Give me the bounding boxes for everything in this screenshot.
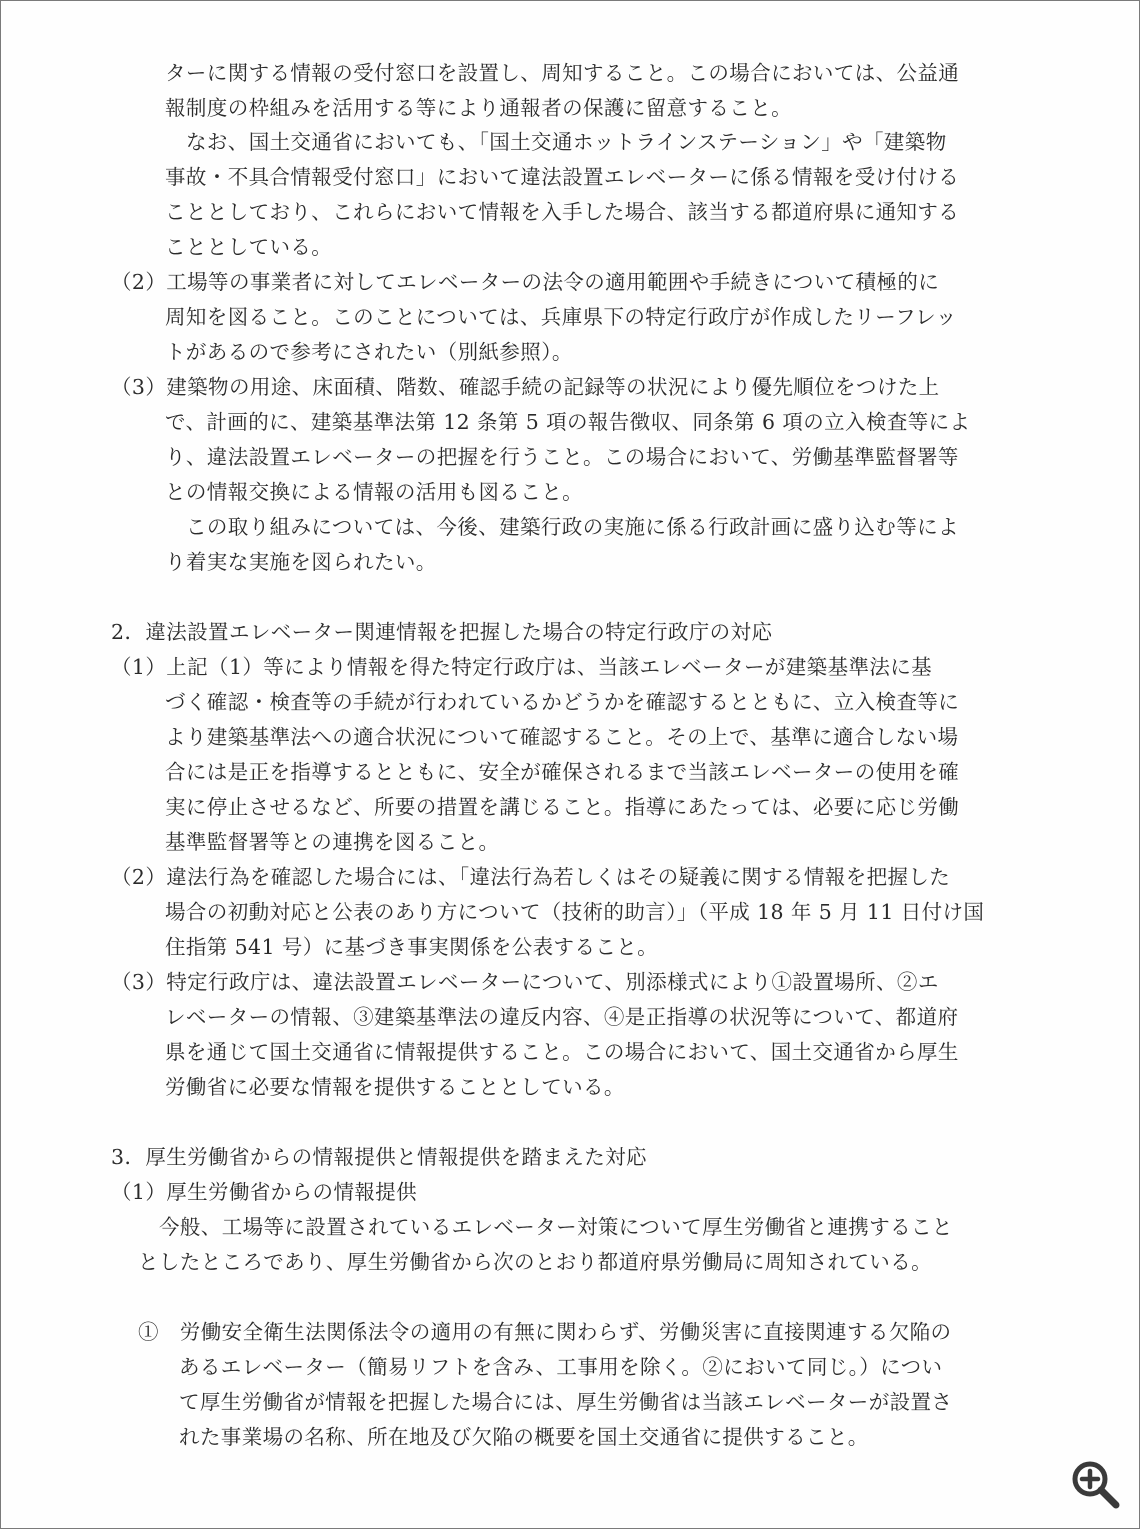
text-line: 今般、工場等に設置されているエレベーター対策について厚生労働省と連携すること [159,1215,953,1239]
section-heading: 3．厚生労働省からの情報提供と情報提供を踏まえた対応 [111,1145,647,1169]
text-line: 住指第 541 号）に基づき事実関係を公表すること。 [165,935,659,959]
text-line: り、違法設置エレベーターの把握を行うこと。この場合において、労働基準監督署等 [165,445,959,469]
text-line: で、計画的に、建築基準法第 12 条第 5 項の報告徴収、同条第 6 項の立入検査等によ [165,410,971,434]
text-line: としたところであり、厚生労働省から次のとおり都道府県労働局に周知されている。 [138,1250,932,1274]
text-line: こととしている。 [165,235,333,259]
list-item-heading: ① 労働安全衛生法関係法令の適用の有無に関わらず、労働災害に直接関連する欠陥の [138,1320,952,1344]
text-line: トがあるので参考にされたい（別紙参照）。 [165,340,573,364]
list-item-heading: （2）工場等の事業者に対してエレベーターの法令の適用範囲や手続きについて積極的に [111,270,940,294]
text-line: り着実な実施を図られたい。 [165,550,437,574]
list-item-heading: （1）上記（1）等により情報を得た特定行政庁は、当該エレベーターが建築基準法に基 [111,655,933,679]
zoom-in-magnifier-icon [1066,1456,1124,1514]
text-line: 報制度の枠組みを活用する等により通報者の保護に留意すること。 [165,96,792,120]
text-line: れた事業場の名称、所在地及び欠陥の概要を国土交通省に提供すること。 [179,1425,869,1449]
text-line: 県を通じて国土交通省に情報提供すること。この場合において、国土交通省から厚生 [165,1040,959,1064]
zoom-in-button[interactable] [1066,1456,1124,1514]
text-line: こととしており、これらにおいて情報を入手した場合、該当する都道府県に通知する [165,200,960,224]
text-line: なお、国土交通省においても、「国土交通ホットラインステーション」や「建築物 [186,130,947,154]
list-item-heading: （2）違法行為を確認した場合には、「違法行為若しくはその疑義に関する情報を把握した [111,865,951,889]
text-line: レベーターの情報、③建築基準法の違反内容、④是正指導の状況等について、都道府 [165,1005,959,1029]
list-item-heading: （3）特定行政庁は、違法設置エレベーターについて、別添様式により①設置場所、②エ [111,970,939,994]
text-line: 周知を図ること。このことについては、兵庫県下の特定行政庁が作成したリーフレッ [165,305,957,329]
text-line: あるエレベーター（簡易リフトを含み、工事用を除く。②において同じ。）につい [179,1355,943,1379]
text-line: この取り組みについては、今後、建築行政の実施に係る行政計画に盛り込む等によ [186,515,959,539]
text-line: 事故・不具合情報受付窓口」において違法設置エレベーターに係る情報を受け付ける [165,165,960,189]
list-item-heading: （3）建築物の用途、床面積、階数、確認手続の記録等の状況により優先順位をつけた上 [111,375,940,399]
text-line: より建築基準法への適合状況について確認すること。その上で、基準に適合しない場 [165,725,959,749]
text-line: 実に停止させるなど、所要の措置を講じること。指導にあたっては、必要に応じ労働 [165,795,960,819]
text-line: づく確認・検査等の手続が行われているかどうかを確認するとともに、立入検査等に [165,690,960,714]
text-line: 合には是正を指導するとともに、安全が確保されるまで当該エレベーターの使用を確 [165,760,960,784]
text-line: 場合の初動対応と公表のあり方について（技術的助言）」（平成 18 年 5 月 11 日付け国 [165,900,985,924]
text-line: 基準監督署等との連携を図ること。 [165,830,500,854]
section-heading: 2．違法設置エレベーター関連情報を把握した場合の特定行政庁の対応 [111,620,773,644]
text-line: 労働省に必要な情報を提供することとしている。 [165,1075,625,1099]
list-item-heading: （1）厚生労働省からの情報提供 [111,1180,418,1204]
text-line: て厚生労働省が情報を把握した場合には、厚生労働省は当該エレベーターが設置さ [179,1390,953,1414]
text-line: ターに関する情報の受付窓口を設置し、周知すること。この場合においては、公益通 [165,61,960,85]
text-line: との情報交換による情報の活用も図ること。 [165,480,583,504]
